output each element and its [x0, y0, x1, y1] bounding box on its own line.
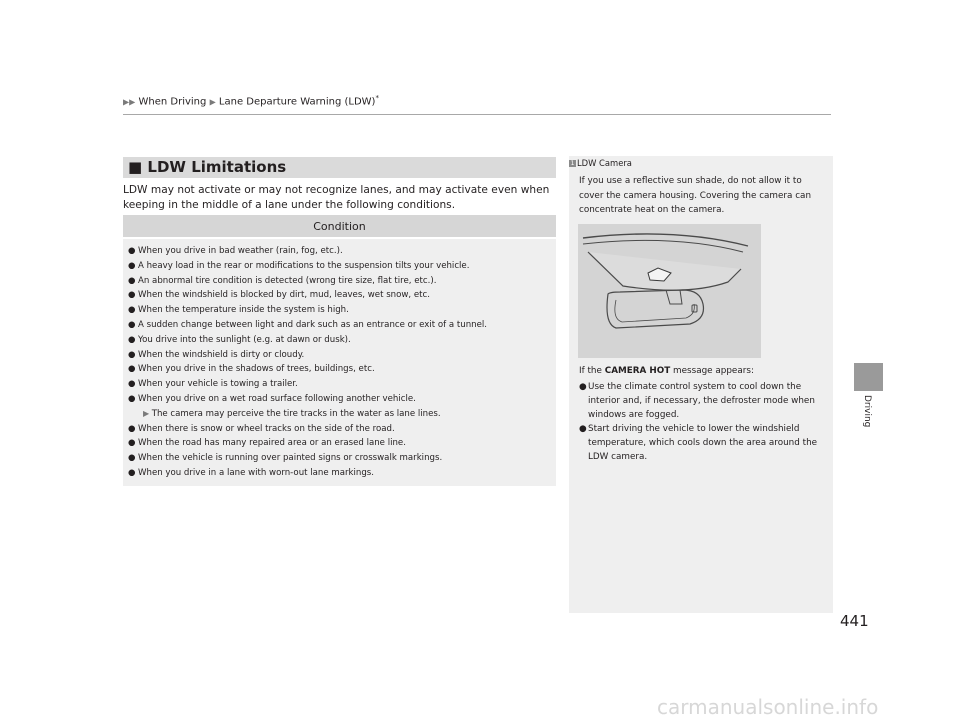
- bullet-icon: ●: [128, 349, 136, 360]
- intro-paragraph: LDW may not activate or may not recognize lanes, and may activate even when keeping in the middle of a lane under the following conditions.: [123, 184, 550, 211]
- chapter-tab-label: [860, 395, 874, 435]
- bullet-icon: ●: [128, 453, 136, 464]
- breadcrumb-item-ldw[interactable]: Lane Departure Warning (LDW): [218, 96, 376, 108]
- sub-note: ▶ The camera may perceive the tire tracks in the water as lane lines.: [143, 408, 441, 419]
- list-item: ● When you drive on a wet road surface following another vehicle.: [128, 392, 553, 407]
- list-item: ● When you drive in bad weather (rain, fog, etc.).: [128, 244, 553, 259]
- list-item: ● When the road has many repaired area or an erased lane line.: [128, 436, 553, 451]
- bullet-icon: ●: [128, 260, 136, 271]
- note-number-badge: 1: [570, 160, 575, 167]
- section-title: ■ LDW Limitations: [128, 158, 287, 176]
- list-item: ● You drive into the sunlight (e.g. at dawn or dusk).: [128, 333, 553, 348]
- list-item: ● When you drive in the shadows of trees, buildings, etc.: [128, 362, 553, 377]
- breadcrumb: [123, 94, 379, 107]
- bullet-icon: ●: [128, 379, 136, 390]
- camera-hot-line: If the CAMERA HOT message appears:: [579, 366, 754, 376]
- bullet-icon: ●: [128, 246, 136, 256]
- square-bullet-icon: ■: [128, 158, 143, 176]
- list-item: ● An abnormal tire condition is detected (wrong tire size, flat tire, etc.).: [128, 274, 553, 289]
- bullet-icon: ●: [128, 334, 136, 345]
- arrow-icon: ▶: [143, 408, 152, 418]
- chapter-tab-text: Driving: [862, 395, 872, 428]
- side-note-list: [579, 380, 829, 464]
- bullet-icon: ●: [128, 290, 136, 301]
- list-item: ● When the windshield is dirty or cloudy.: [128, 348, 553, 363]
- list-item: ● When your vehicle is towing a trailer.: [128, 377, 553, 392]
- list-item: ● When there is snow or wheel tracks on the side of the road.: [128, 422, 553, 437]
- side-note-text: If you use a reflective sun shade, do not allow it to cover the camera housing. Covering the camera can concentrate heat on the camera.: [579, 176, 812, 215]
- condition-list: [128, 244, 553, 481]
- side-note-title: 1 LDW Camera: [570, 158, 632, 168]
- list-item: ● Use the climate control system to cool down the interior and, if necessary, the defroster mode when windows are fogged.: [579, 382, 815, 420]
- bullet-icon: ●: [128, 423, 136, 434]
- list-item: ● A heavy load in the rear or modifications to the suspension tilts your vehicle.: [128, 259, 553, 274]
- breadcrumb-item-when-driving[interactable]: When Driving: [138, 96, 207, 108]
- condition-header-label: Condition: [313, 220, 366, 233]
- breadcrumb-arrow-icon: ▶▶: [123, 97, 136, 107]
- bullet-icon: ●: [579, 382, 587, 392]
- list-item: ● When the vehicle is running over painted signs or crosswalk markings.: [128, 451, 553, 466]
- bullet-icon: ●: [128, 305, 136, 316]
- breadcrumb-arrow-icon: ▶: [209, 97, 216, 107]
- list-item: ● Start driving the vehicle to lower the windshield temperature, which cools down the area around the LDW camera.: [579, 424, 818, 462]
- bullet-icon: ●: [128, 393, 136, 404]
- bullet-icon: ●: [579, 424, 587, 434]
- bullet-icon: ●: [128, 467, 136, 478]
- bullet-icon: ●: [128, 364, 136, 375]
- bullet-icon: ●: [128, 275, 136, 286]
- list-item: ● When the temperature inside the system is high.: [128, 303, 553, 318]
- list-item: ● A sudden change between light and dark such as an entrance or exit of a tunnel.: [128, 318, 553, 333]
- page-number: 441: [840, 612, 869, 630]
- chapter-tab-marker: [854, 363, 883, 391]
- watermark: carmanualsonline.info: [657, 695, 879, 719]
- camera-illustration: [578, 224, 761, 358]
- list-item: ● When the windshield is blocked by dirt, mud, leaves, wet snow, etc.: [128, 288, 553, 303]
- list-item: ● When you drive in a lane with worn-out lane markings.: [128, 466, 553, 481]
- option-asterisk: *: [375, 94, 379, 102]
- bullet-icon: ●: [128, 319, 136, 330]
- camera-hot-message: CAMERA HOT: [604, 366, 671, 376]
- bullet-icon: ●: [128, 438, 136, 449]
- header-divider: [123, 114, 831, 115]
